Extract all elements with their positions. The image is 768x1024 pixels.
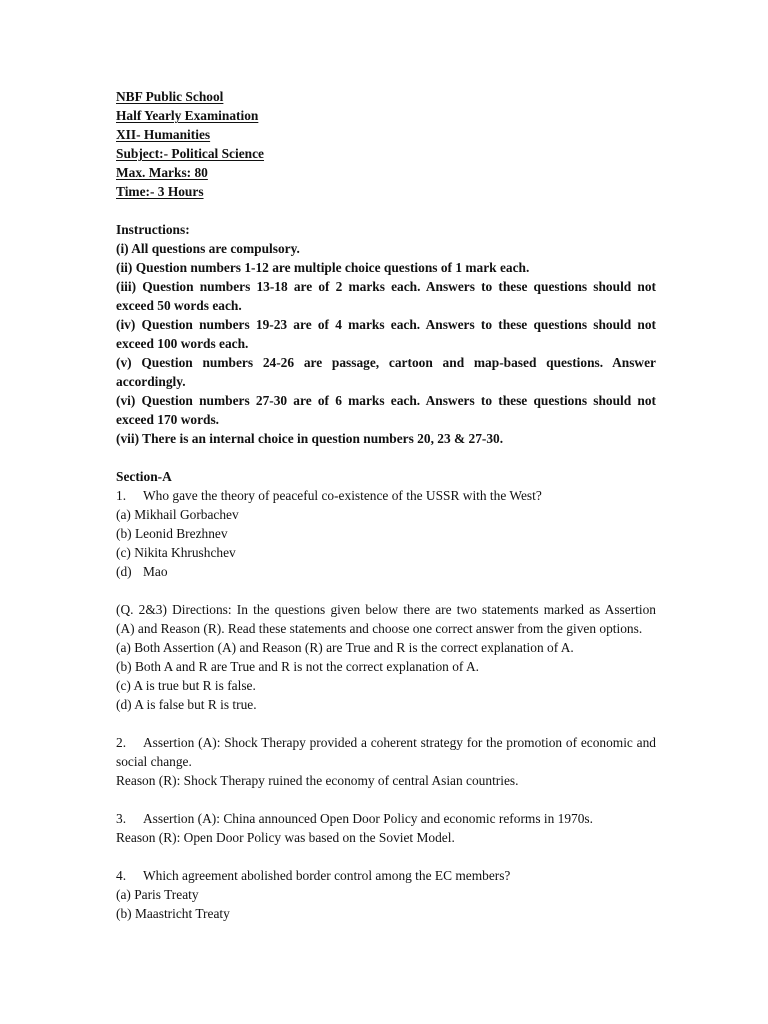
instruction-i: (i) All questions are compulsory. [116, 241, 300, 256]
instruction-v-line1: (v) Question numbers 24-26 are passage, cartoon and map-based questions. Answer [116, 355, 656, 370]
option-d-label: (d) [116, 564, 132, 579]
assertion-line1: Assertion (A): China announced Open Door Policy and economic reforms in 1970s. [143, 811, 593, 826]
spacer [116, 847, 656, 866]
instruction-iii-line2: exceed 50 words each. [116, 298, 242, 313]
reason: Reason (R): Open Door Policy was based on the Soviet Model. [116, 830, 455, 845]
question-number: 4. [116, 868, 127, 883]
option-a: (a) Paris Treaty [116, 887, 199, 902]
question-number: 3. [116, 811, 127, 826]
direction-option-d: (d) A is false but R is true. [116, 697, 257, 712]
assertion-line1: Assertion (A): Shock Therapy provided a coherent strategy for the promotion of economic and [143, 735, 656, 750]
question-2 [116, 733, 656, 790]
instruction-v-line2: accordingly. [116, 374, 186, 389]
exam-title: Half Yearly Examination [116, 108, 259, 123]
option-b: (b) Maastricht Treaty [116, 906, 230, 921]
option-b: (b) Leonid Brezhnev [116, 526, 228, 541]
spacer [116, 790, 656, 809]
instructions-block [116, 220, 656, 448]
paper-header [116, 87, 656, 201]
section-a [116, 467, 656, 923]
class-label: XII- Humanities [116, 127, 211, 142]
question-text: Who gave the theory of peaceful co-existence of the USSR with the West? [143, 488, 542, 503]
school-name: NBF Public School [116, 89, 224, 104]
instruction-iv-line2: exceed 100 words each. [116, 336, 249, 351]
assertion-line2: social change. [116, 754, 192, 769]
question-4 [116, 866, 656, 923]
instructions-title: Instructions: [116, 222, 190, 237]
spacer [116, 448, 656, 467]
time-label: Time:- 3 Hours [116, 184, 204, 199]
max-marks: Max. Marks: 80 [116, 165, 208, 180]
question-1 [116, 486, 656, 581]
exam-paper [116, 87, 656, 923]
direction-option-c: (c) A is true but R is false. [116, 678, 256, 693]
spacer [116, 201, 656, 220]
direction-option-a: (a) Both Assertion (A) and Reason (R) are True and R is the correct explanation of A. [116, 640, 574, 655]
direction-option-b: (b) Both A and R are True and R is not the correct explanation of A. [116, 659, 479, 674]
instruction-vi-line1: (vi) Question numbers 27-30 are of 6 marks each. Answers to these questions should not [116, 393, 656, 408]
instruction-iii-line1: (iii) Question numbers 13-18 are of 2 marks each. Answers to these questions should not [116, 279, 656, 294]
instruction-vii: (vii) There is an internal choice in question numbers 20, 23 & 27-30. [116, 431, 504, 446]
reason: Reason (R): Shock Therapy ruined the economy of central Asian countries. [116, 773, 519, 788]
subject-label: Subject:- Political Science [116, 146, 265, 161]
instruction-ii: (ii) Question numbers 1-12 are multiple choice questions of 1 mark each. [116, 260, 530, 275]
directions-line2: (A) and Reason (R). Read these statements and choose one correct answer from the given options. [116, 621, 643, 636]
section-title: Section-A [116, 469, 172, 484]
spacer [116, 581, 656, 600]
option-d: Mao [143, 564, 168, 579]
instruction-iv-line1: (iv) Question numbers 19-23 are of 4 marks each. Answers to these questions should not [116, 317, 656, 332]
question-number: 1. [116, 488, 127, 503]
question-text: Which agreement abolished border control among the EC members? [143, 868, 511, 883]
directions-block [116, 600, 656, 714]
question-3 [116, 809, 656, 847]
spacer [116, 714, 656, 733]
question-number: 2. [116, 735, 127, 750]
option-c: (c) Nikita Khrushchev [116, 545, 236, 560]
option-a: (a) Mikhail Gorbachev [116, 507, 239, 522]
directions-line1: (Q. 2&3) Directions: In the questions given below there are two statements marked as Assertion [116, 602, 656, 617]
instruction-vi-line2: exceed 170 words. [116, 412, 220, 427]
